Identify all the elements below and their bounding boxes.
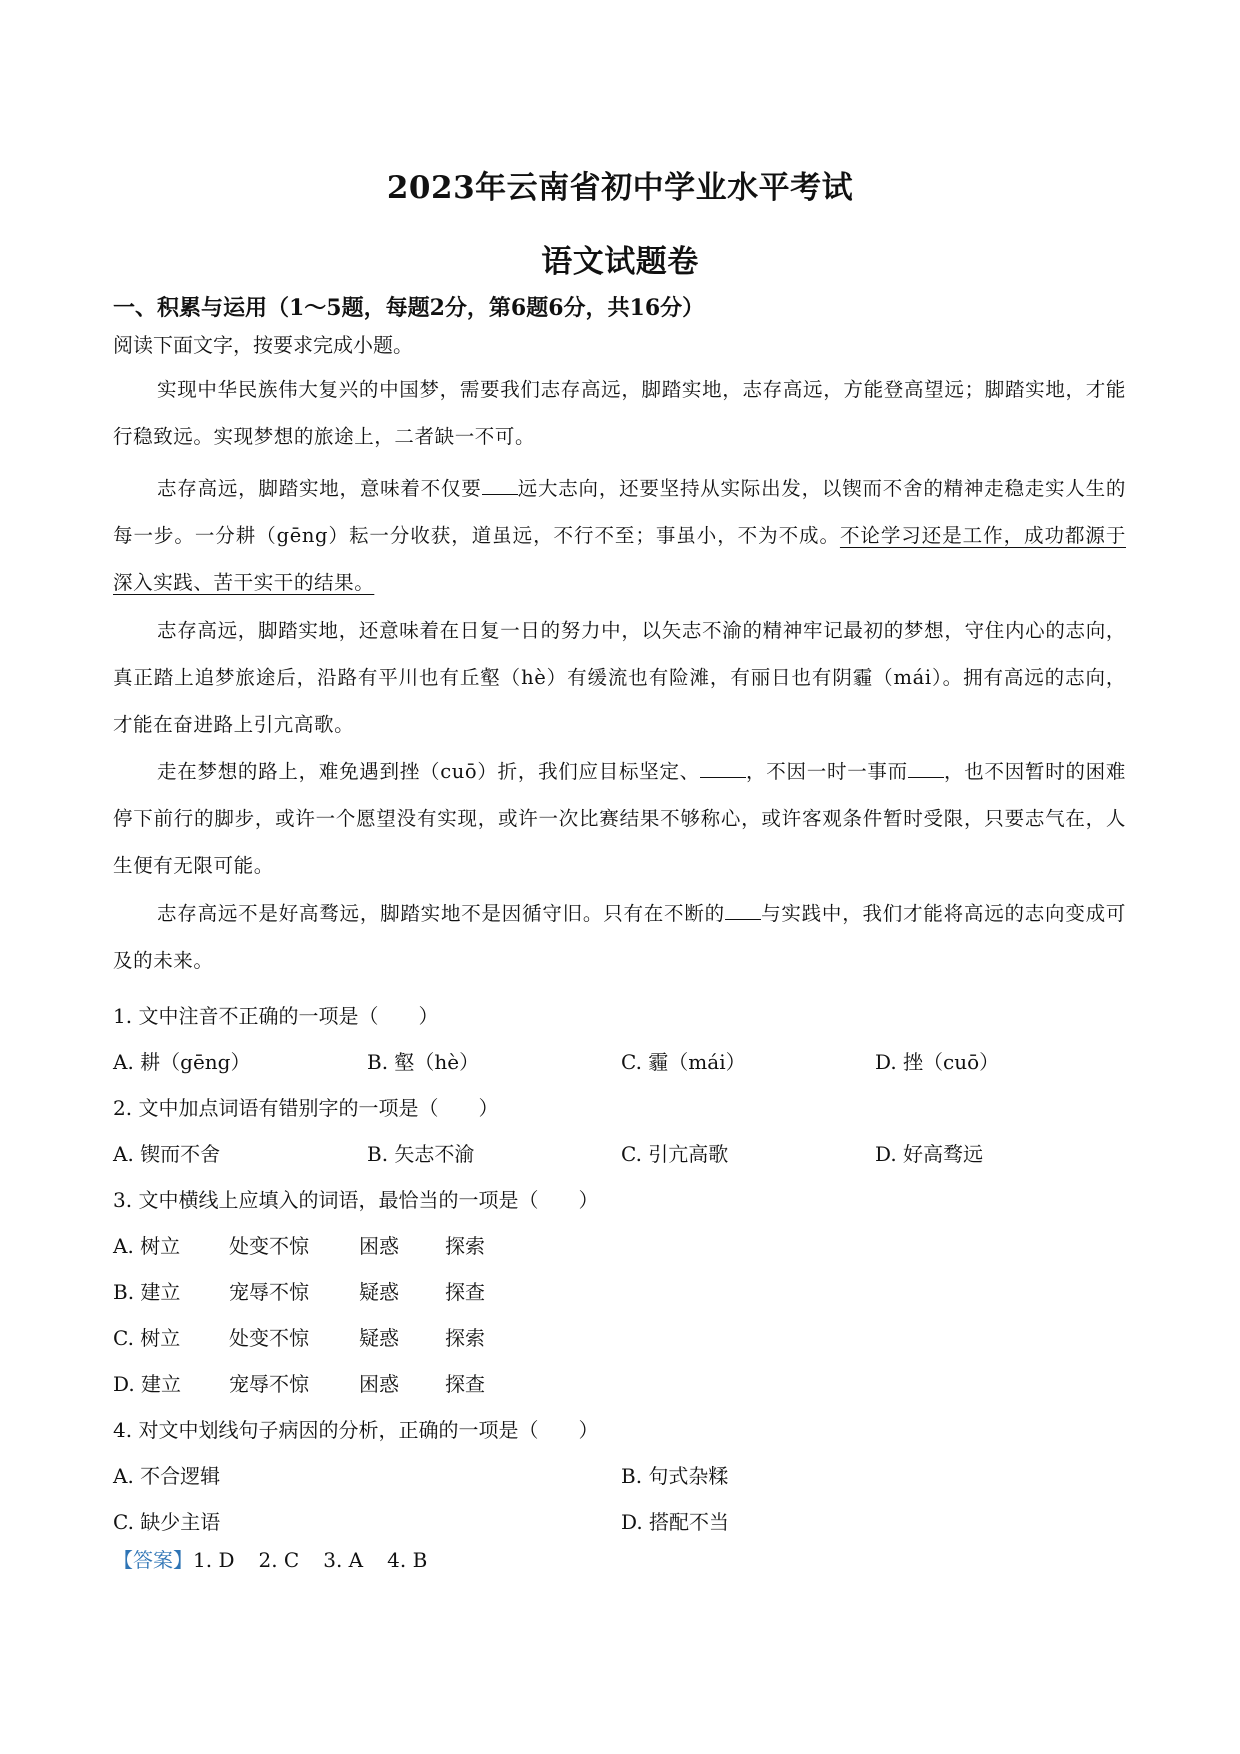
question-4-option-c: C. 缺少主语: [113, 1510, 221, 1534]
fill-blank-1: [482, 473, 518, 495]
answer-items: [193, 1548, 451, 1572]
question-2-stem: 2. 文中加点词语有错别字的一项是（ ）: [113, 1096, 499, 1120]
passage-paragraph-2: [113, 465, 1126, 606]
exam-title: 2023年云南省初中学业水平考试: [386, 170, 854, 206]
question-3-option-d-word-1: D. 建立: [113, 1372, 182, 1396]
question-1-option-b: B. 壑（hè）: [367, 1050, 480, 1074]
exam-subtitle: 语文试题卷: [541, 244, 699, 280]
passage-paragraph-5: [113, 890, 1126, 984]
passage-paragraph-1: [113, 366, 1126, 460]
section-heading: 一、积累与运用（1～5题，每题2分，第6题6分，共16分）: [113, 295, 705, 321]
fill-blank-4: [725, 898, 761, 920]
passage-text: 与实践中，我们才能将高远的志向变成可及的未来。: [113, 902, 1126, 972]
question-3-option-b-word-2: 宠辱不惊: [229, 1280, 309, 1304]
question-4-stem: 4. 对文中划线句子病因的分析，正确的一项是（ ）: [113, 1418, 599, 1442]
question-3-option-b-word-4: 探查: [445, 1280, 485, 1304]
passage-text: ，也不因暂时的困难停下前行的脚步，或许一个愿望没有实现，或许一次比赛结果不够称心，或许客观条件暂时受限，只要志气在，人生便有无限可能。: [113, 760, 1126, 877]
passage-text: 志存高远不是好高骛远，脚踏实地不是因循守旧。只有在不断的: [157, 902, 725, 925]
question-1-stem: 1. 文中注音不正确的一项是（ ）: [113, 1004, 439, 1028]
question-3-option-c-word-2: 处变不惊: [229, 1326, 309, 1350]
question-2-option-c: C. 引亢高歌: [621, 1142, 729, 1166]
question-2-option-b: B. 矢志不渝: [367, 1142, 475, 1166]
question-3-option-c-word-1: C. 树立: [113, 1326, 181, 1350]
fill-blank-3: [908, 756, 944, 778]
question-1-option-c: C. 霾（mái）: [621, 1050, 746, 1074]
question-4-option-b: B. 句式杂糅: [621, 1464, 729, 1488]
question-3-option-a-word-2: 处变不惊: [229, 1234, 309, 1258]
passage-text: 实现中华民族伟大复兴的中国梦，需要我们志存高远，脚踏实地，志存高远，方能登高望远；脚踏实地，才能行稳致远。实现梦想的旅途上，二者缺一不可。: [113, 378, 1126, 448]
question-3-option-d-word-3: 困惑: [359, 1372, 399, 1396]
passage-text: 志存高远，脚踏实地，还意味着在日复一日的努力中，以矢志不渝的精神牢记最初的梦想，守住内心的志向，真正踏上追梦旅途后，沿路有平川也有丘壑（hè）有缓流也有险滩，有丽日也有阴霾（mái）。拥有高远的志向，才能在奋进路上引亢高歌。: [113, 619, 1126, 736]
question-1-option-a: A. 耕（gēng）: [113, 1050, 251, 1074]
question-3-option-d-word-4: 探查: [445, 1372, 485, 1396]
question-3-stem: 3. 文中横线上应填入的词语，最恰当的一项是（ ）: [113, 1188, 599, 1212]
question-4-option-a: A. 不合逻辑: [113, 1464, 221, 1488]
answer-tag: 【答案】: [113, 1548, 193, 1572]
section-intro: 阅读下面文字，按要求完成小题。: [113, 333, 413, 357]
question-3-option-a-word-4: 探索: [445, 1234, 485, 1258]
answer-line: [113, 1544, 451, 1573]
question-3-option-b-word-1: B. 建立: [113, 1280, 181, 1304]
question-2-option-d: D. 好高骛远: [875, 1142, 984, 1166]
passage-paragraph-3: [113, 607, 1126, 748]
question-3-option-a-word-3: 困惑: [359, 1234, 399, 1258]
fill-blank-2: [700, 756, 746, 778]
passage-text: 志存高远，脚踏实地，意味着不仅要: [157, 477, 482, 500]
question-1-option-d: D. 挫（cuō）: [875, 1050, 1000, 1074]
question-3-option-c-word-4: 探索: [445, 1326, 485, 1350]
answer-item: 4. B: [387, 1548, 428, 1572]
question-3-option-d-word-2: 宠辱不惊: [229, 1372, 309, 1396]
answer-item: 3. A: [323, 1548, 364, 1572]
question-3-option-c-word-3: 疑惑: [359, 1326, 399, 1350]
passage-paragraph-4: [113, 748, 1126, 889]
underlined-sentence: 不论学习还是工作，成功都源于深入实践、苦干实干的结果。: [113, 524, 1126, 594]
question-3-option-b-word-3: 疑惑: [359, 1280, 399, 1304]
passage-text: ，不因一时一事而: [745, 760, 908, 783]
question-3-option-a-word-1: A. 树立: [113, 1234, 181, 1258]
passage-text: 走在梦想的路上，难免遇到挫（cuō）折，我们应目标坚定、: [157, 760, 700, 783]
answer-item: 2. C: [258, 1548, 300, 1572]
question-2-option-a: A. 锲而不舍: [113, 1142, 221, 1166]
passage-text: 远大志向，还要坚持从实际出发，以锲而不舍的精神走稳走实人生的每一步。一分耕（gēng）耘一分收获，道虽远，不行不至；事虽小，不为不成。: [113, 477, 1126, 547]
question-4-option-d: D. 搭配不当: [621, 1510, 730, 1534]
answer-item: 1. D: [193, 1548, 235, 1572]
